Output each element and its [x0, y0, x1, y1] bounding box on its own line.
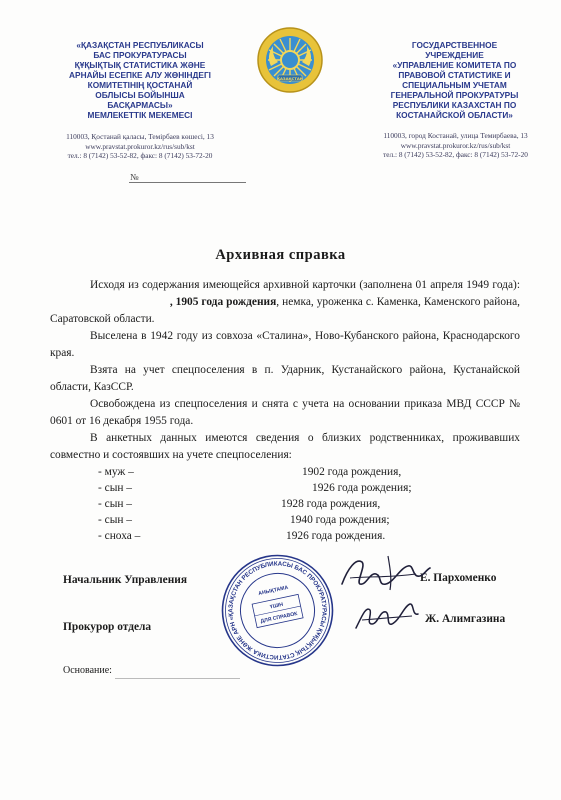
- header-right-line: ГЕНЕРАЛЬНОЙ ПРОКУРАТУРЫ: [390, 90, 519, 100]
- contact-phone: тел.: 8 (7142) 53-52-82, факс: 8 (7142) 53-72-20: [67, 151, 213, 160]
- contact-website: www.pravstat.prokuror.kz/rus/sub/kst: [85, 141, 195, 151]
- paragraph-relatives: В анкетных данных имеются сведения о близких родственниках, проживавших совместно и состоявших на учете спецпоселения:: [50, 432, 520, 461]
- header-right-line: РЕСПУБЛИКИ КАЗАХСТАН ПО: [392, 100, 517, 110]
- header-left-line: ОБЛЫСЫ БОЙЫНША: [95, 90, 185, 100]
- relative-birth: 1928 года рождения,: [281, 498, 381, 510]
- document-number-field: [116, 172, 246, 184]
- emblem-text: ҚАЗАҚСТАН: [277, 75, 303, 81]
- relative-birth: 1940 года рождения;: [290, 514, 390, 526]
- header-right-line: КОСТАНАЙСКОЙ ОБЛАСТИ»: [396, 110, 513, 120]
- relative-row: [50, 528, 520, 544]
- basis-label: Основание:: [63, 665, 112, 676]
- header-right-line: «УПРАВЛЕНИЕ КОМИТЕТА ПО: [392, 60, 517, 70]
- header-left-line: БАСҚАРМАСЫ»: [107, 100, 173, 110]
- relative-role: - муж –: [98, 466, 134, 478]
- contact-website: www.pravstat.prokuror.kz/rus/sub/kst: [400, 140, 511, 150]
- header-right-line: СПЕЦИАЛЬНЫМ УЧЕТАМ: [402, 80, 507, 90]
- relative-row: [50, 464, 520, 480]
- paragraph-source: [50, 277, 520, 328]
- relative-row: [50, 512, 520, 528]
- document-body: [50, 277, 520, 544]
- head-of-department-name: Е. Пархоменко: [420, 572, 497, 584]
- number-underline: [129, 182, 246, 183]
- redacted-name-gap: [50, 296, 170, 308]
- prosecutor-name: Ж. Алимгазина: [425, 613, 506, 625]
- stamp-center-mid: ҮШІН: [269, 601, 284, 611]
- stamp-center-top: АНЫҚТАМА: [257, 584, 289, 598]
- contact-phone: тел.: 8 (7142) 53-52-82, факс: 8 (7142) 53-72-20: [383, 150, 528, 159]
- relative-role: - сноха –: [98, 530, 141, 542]
- header-left-line: ҚҰҚЫҚТЫҚ СТАТИСТИКА ЖӘНЕ: [74, 60, 206, 70]
- contact-right: [358, 131, 553, 160]
- signature-prosecutor-icon: [352, 598, 422, 638]
- number-sign: №: [130, 172, 139, 182]
- birth-year-bold: , 1905 года рождения: [169, 296, 277, 308]
- header-left-kazakh: [40, 40, 240, 120]
- relative-role: - сын –: [98, 482, 132, 494]
- state-emblem-icon: [256, 26, 324, 94]
- paragraph-registration: Взята на учет спецпоселения в п. Ударник, Кустанайского района, Кустанайской области, КазССР.: [50, 364, 520, 393]
- relative-birth: 1926 года рождения.: [286, 530, 386, 542]
- paragraph-release: Освобождена из спецпоселения и снята с учета на основании приказа МВД СССР № 0601 от 16 декабря 1955 года.: [50, 398, 520, 427]
- header-right-russian: [362, 40, 547, 120]
- relative-row: [50, 496, 520, 512]
- contact-left: [40, 132, 240, 161]
- header-left-line: МЕМЛЕКЕТТІК МЕКЕМЕСІ: [87, 110, 193, 120]
- paragraph-text: Исходя из содержания имеющейся архивной карточки (заполнена 01 апреля 1949 года):: [90, 279, 520, 291]
- contact-address: 110003, Қостанай қаласы, Темірбаев көшесі, 13: [66, 132, 214, 141]
- signature-head-icon: [338, 548, 433, 598]
- document-title: Архивная справка: [215, 247, 346, 263]
- header-left-line: «ҚАЗАҚСТАН РЕСПУБЛИКАСЫ: [76, 40, 204, 50]
- stamp-center-bottom: ДЛЯ СПРАВОК: [260, 610, 299, 625]
- basis-underline: [115, 678, 240, 679]
- relative-row: [50, 480, 520, 496]
- relative-birth: 1902 года рождения,: [302, 466, 402, 478]
- head-of-department-label: Начальник Управления: [63, 574, 188, 586]
- header-right-line: ПРАВОВОЙ СТАТИСТИКЕ И: [398, 70, 511, 80]
- relative-role: - сын –: [98, 498, 132, 510]
- header-left-line: АРНАЙЫ ЕСЕПКЕ АЛУ ЖӨНІНДЕГІ: [69, 70, 211, 80]
- header-right-line: УЧРЕЖДЕНИЕ: [425, 50, 484, 60]
- contact-address: 110003, город Костанай, улица Темирбаева, 13: [383, 131, 528, 140]
- relative-birth: 1926 года рождения;: [312, 482, 412, 494]
- paragraph-text: , немка, уроженка с. Каменка, Каменского района, Саратовской области.: [50, 296, 521, 325]
- header-left-line: БАС ПРОКУРАТУРАСЫ: [93, 50, 187, 60]
- paragraph-eviction: Выселена в 1942 году из совхоза «Сталина», Ново-Кубанского района, Краснодарского края.: [50, 330, 520, 359]
- relative-role: - сын –: [98, 514, 132, 526]
- stamp-ring-path-text: «ҚАЗАҚСТАН РЕСПУБЛИКАСЫ БАС ПРОКУРАТУРАСЫ ҚҰҚЫҚТЫҚ СТАТИСТИКА ЖӘНЕ АРНАЙЫ: [227, 560, 328, 661]
- header-left-line: КОМИТЕТІНІҢ ҚОСТАНАЙ: [87, 80, 193, 90]
- header-right-line: ГОСУДАРСТВЕННОЕ: [411, 40, 498, 50]
- stamp-ring-text: [220, 553, 335, 668]
- prosecutor-label: Прокурор отдела: [63, 621, 152, 633]
- official-stamp: [220, 553, 335, 668]
